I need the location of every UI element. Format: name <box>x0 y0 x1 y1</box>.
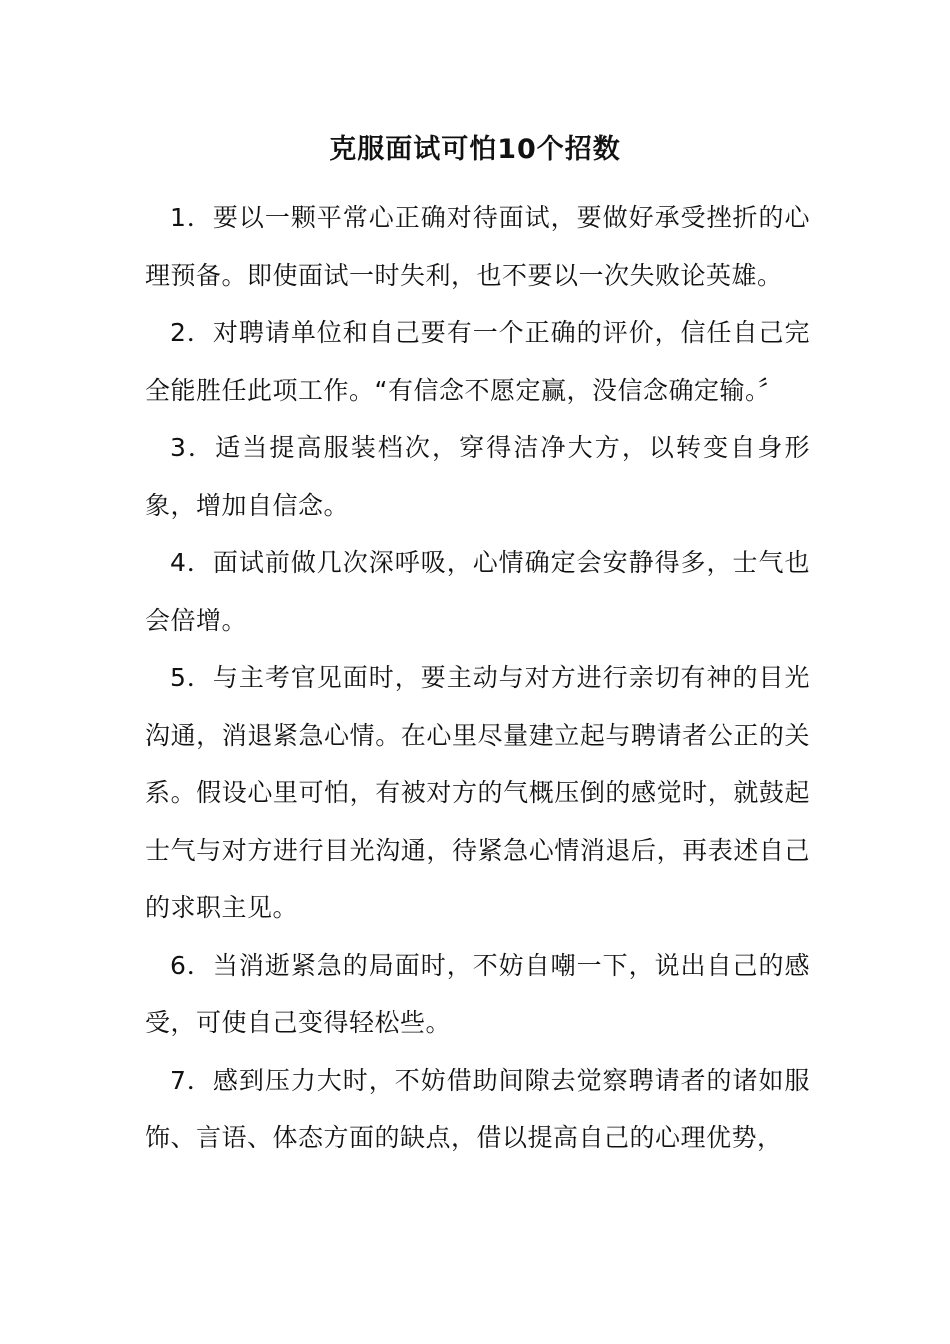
paragraph-2: 2．对聘请单位和自己要有一个正确的评价，信任自己完全能胜任此项工作。“有信念不愿定赢，没信念确定输。〞 <box>145 318 810 405</box>
paragraph-4: 4．面试前做几次深呼吸，心情确定会安静得多，士气也会倍增。 <box>145 548 810 635</box>
document-title: 克服面试可怕10个招数 <box>329 134 621 165</box>
paragraph-6: 6．当消逝紧急的局面时，不妨自嘲一下，说出自己的感受，可使自己变得轻松些。 <box>145 950 810 1037</box>
paragraph-5: 5．与主考官见面时，要主动与对方进行亲切有神的目光沟通，消退紧急心情。在心里尽量建立起与聘请者公正的关系。假设心里可怕，有被对方的气概压倒的感觉时，就鼓起士气与对方进行目光沟通，待紧急心情消退后，再表述自己的求职主见。 <box>145 663 810 922</box>
document-body <box>145 189 810 1167</box>
paragraph-7: 7．感到压力大时，不妨借助间隙去觉察聘请者的诸如服饰、言语、体态方面的缺点，借以提高自己的心理优势， <box>145 1065 810 1152</box>
paragraph-3: 3．适当提高服装档次，穿得洁净大方，以转变自身形象，增加自信念。 <box>145 433 810 520</box>
paragraph-1: 1．要以一颗平常心正确对待面试，要做好承受挫折的心理预备。即使面试一时失利，也不要以一次失败论英雄。 <box>145 203 810 290</box>
